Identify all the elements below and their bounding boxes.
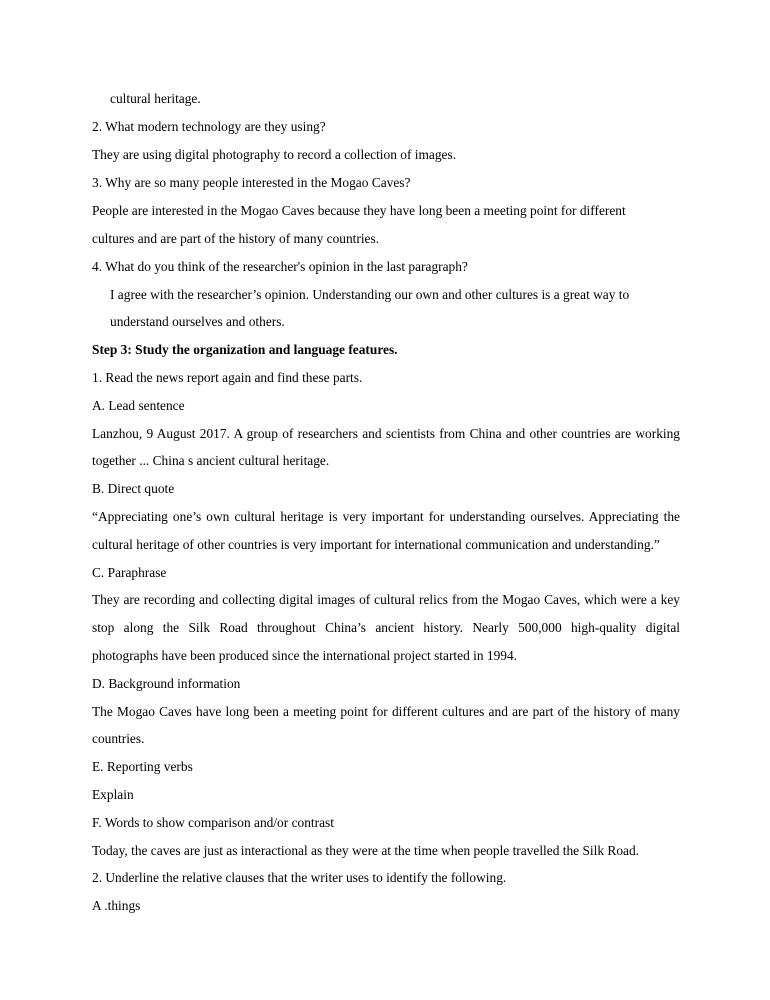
question-2: 2. What modern technology are they using?	[92, 119, 326, 134]
answer-2: They are using digital photography to record a collection of images.	[92, 147, 457, 162]
part-b-label: B. Direct quote	[92, 481, 175, 496]
part-d-label: D. Background information	[92, 676, 241, 691]
part-c-label: C. Paraphrase	[92, 565, 167, 580]
paraphrase-line-1: They are recording and collecting digital images of cultural relics from the Mogao Caves, which were a key	[92, 592, 680, 607]
part-e-label: E. Reporting verbs	[92, 759, 193, 774]
task-2: 2. Underline the relative clauses that the writer uses to identify the following.	[92, 870, 507, 885]
lead-sentence-line-2: together ... China s ancient cultural heritage.	[92, 453, 330, 468]
part-f-label: F. Words to show comparison and/or contrast	[92, 815, 334, 830]
task-2-part-a: A .things	[92, 898, 141, 913]
direct-quote-line-1: “Appreciating one’s own cultural heritage is very important for understanding ourselves. Appreciating the	[92, 509, 680, 524]
paraphrase-line-3: photographs have been produced since the international project started in 1994.	[92, 648, 518, 663]
task-1: 1. Read the news report again and find these parts.	[92, 370, 363, 385]
reporting-verb: Explain	[92, 787, 134, 802]
question-4: 4. What do you think of the researcher's opinion in the last paragraph?	[92, 259, 468, 274]
background-line-2: countries.	[92, 731, 145, 746]
background-line-1: The Mogao Caves have long been a meeting point for different cultures and are part of the history of many	[92, 704, 680, 719]
answer-4-line-2: understand ourselves and others.	[110, 314, 285, 329]
answer-3-line-2: cultures and are part of the history of many countries.	[92, 231, 380, 246]
answer-4-line-1: I agree with the researcher’s opinion. Understanding our own and other cultures is a great way to	[110, 287, 630, 302]
part-a-label: A. Lead sentence	[92, 398, 185, 413]
direct-quote-line-2: cultural heritage of other countries is very important for international communication and understanding.”	[92, 537, 660, 552]
lead-sentence-line-1: Lanzhou, 9 August 2017. A group of researchers and scientists from China and other countries are working	[92, 426, 680, 441]
text-line: cultural heritage.	[110, 91, 201, 106]
step-3-heading: Step 3: Study the organization and language features.	[92, 342, 398, 357]
comparison-sentence: Today, the caves are just as interactional as they were at the time when people travelled the Silk Road.	[92, 843, 640, 858]
paraphrase-line-2: stop along the Silk Road throughout China’s ancient history. Nearly 500,000 high-quality digital	[92, 620, 680, 635]
answer-3-line-1: People are interested in the Mogao Caves because they have long been a meeting point for different	[92, 203, 626, 218]
question-3: 3. Why are so many people interested in the Mogao Caves?	[92, 175, 411, 190]
